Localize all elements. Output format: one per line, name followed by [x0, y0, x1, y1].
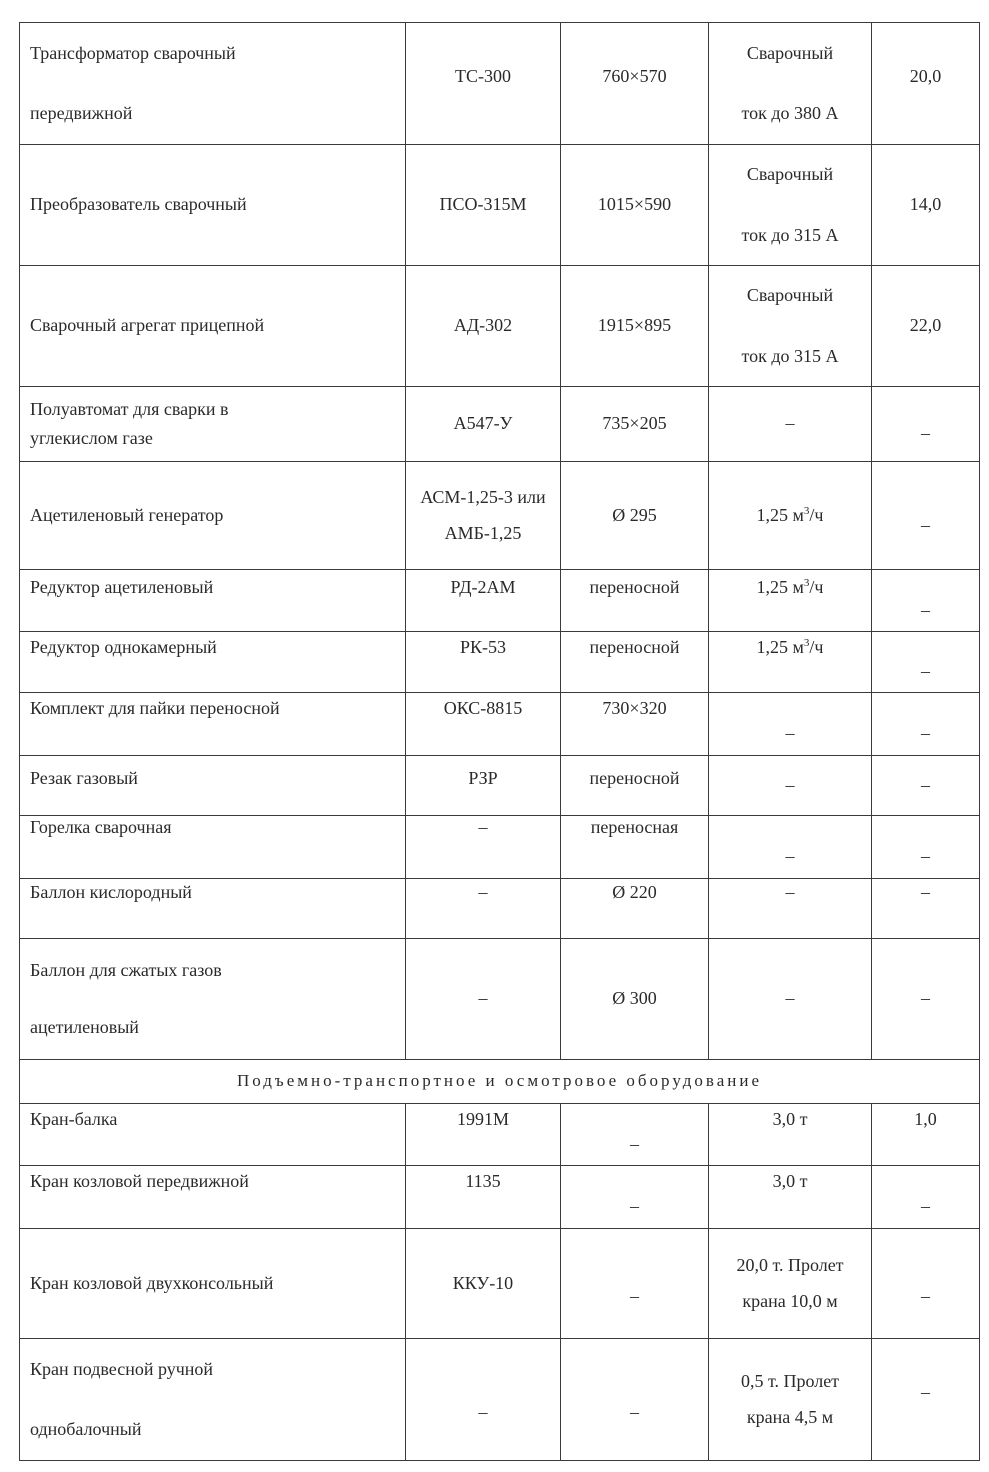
item-weight: –	[872, 1339, 980, 1461]
item-name: Кран козловой двухконсольный	[20, 1229, 406, 1339]
cubic-superscript: 3	[803, 577, 810, 589]
section-row	[20, 1060, 980, 1104]
item-name: Преобразователь сварочный	[20, 145, 406, 266]
item-model: –	[406, 816, 561, 879]
item-model: ОКС-8815	[406, 693, 561, 756]
item-spec: –	[709, 816, 872, 879]
item-spec: 1,25 $м^3/ч$	[709, 632, 872, 693]
item-spec: –	[709, 387, 872, 462]
item-name: Полуавтомат для сварки в углекислом газе	[20, 387, 406, 462]
item-spec: –	[709, 879, 872, 939]
item-size: –	[561, 1104, 709, 1166]
table-row	[20, 570, 980, 632]
item-name: Трансформатор сварочный передвижной	[20, 23, 406, 145]
item-size: 1015×590	[561, 145, 709, 266]
item-model: –	[406, 879, 561, 939]
item-model: –	[406, 939, 561, 1060]
item-size: 760×570	[561, 23, 709, 145]
item-weight: –	[872, 756, 980, 816]
item-spec: 3,0 т	[709, 1166, 872, 1229]
table-row	[20, 387, 980, 462]
item-name: Редуктор ацетиленовый	[20, 570, 406, 632]
item-weight: 1,0	[872, 1104, 980, 1166]
item-size: 730×320	[561, 693, 709, 756]
table-row	[20, 632, 980, 693]
item-spec: Сварочный ток до 315 А	[709, 145, 872, 266]
table-row	[20, 939, 980, 1060]
table-row	[20, 145, 980, 266]
item-model: РК-53	[406, 632, 561, 693]
item-name: Кран-балка	[20, 1104, 406, 1166]
table-row	[20, 816, 980, 879]
item-name: Комплект для пайки переносной	[20, 693, 406, 756]
table-row	[20, 1166, 980, 1229]
item-weight: –	[872, 570, 980, 632]
cubic-superscript: 3	[803, 637, 810, 649]
item-size: переносной	[561, 632, 709, 693]
item-size: –	[561, 1166, 709, 1229]
item-model: ТС-300	[406, 23, 561, 145]
equipment-table-sheet	[19, 22, 979, 1462]
item-model: ККУ-10	[406, 1229, 561, 1339]
item-model: АД-302	[406, 266, 561, 387]
item-weight: –	[872, 939, 980, 1060]
table-row	[20, 693, 980, 756]
item-weight: 20,0	[872, 23, 980, 145]
item-name: Резак газовый	[20, 756, 406, 816]
item-size: 735×205	[561, 387, 709, 462]
item-name: Кран подвесной ручной однобалочный	[20, 1339, 406, 1461]
section-title: Подъемно-транспортное и осмотровое оборудование	[20, 1060, 980, 1104]
item-spec: –	[709, 939, 872, 1060]
item-spec: 20,0 т. Пролет крана 10,0 м	[709, 1229, 872, 1339]
item-spec: –	[709, 693, 872, 756]
item-spec: –	[709, 756, 872, 816]
item-model: 1991М	[406, 1104, 561, 1166]
table-row	[20, 1104, 980, 1166]
item-spec: Сварочный ток до 380 А	[709, 23, 872, 145]
item-name: Сварочный агрегат прицепной	[20, 266, 406, 387]
item-model: 1135	[406, 1166, 561, 1229]
item-size: Ø 300	[561, 939, 709, 1060]
table-row	[20, 462, 980, 570]
item-size: Ø 295	[561, 462, 709, 570]
item-size: –	[561, 1229, 709, 1339]
table-row	[20, 1339, 980, 1461]
item-name: Горелка сварочная	[20, 816, 406, 879]
item-weight: –	[872, 462, 980, 570]
item-name: Ацетиленовый генератор	[20, 462, 406, 570]
item-weight: –	[872, 1166, 980, 1229]
item-spec: 1,25 $м^3/ч$	[709, 570, 872, 632]
item-weight: 22,0	[872, 266, 980, 387]
item-size: –	[561, 1339, 709, 1461]
item-spec: 1,25 $м^3/ч$	[709, 462, 872, 570]
table-row	[20, 1229, 980, 1339]
item-model: АСМ-1,25-3 или АМБ-1,25	[406, 462, 561, 570]
table-row	[20, 266, 980, 387]
item-size: переносная	[561, 816, 709, 879]
item-name: Баллон кислородный	[20, 879, 406, 939]
item-weight: –	[872, 879, 980, 939]
cubic-superscript: 3	[803, 504, 810, 517]
item-name: Кран козловой передвижной	[20, 1166, 406, 1229]
item-model: РД-2АМ	[406, 570, 561, 632]
item-model: А547-У	[406, 387, 561, 462]
item-weight: –	[872, 1229, 980, 1339]
item-spec: Сварочный ток до 315 А	[709, 266, 872, 387]
table-row	[20, 23, 980, 145]
item-size: переносной	[561, 756, 709, 816]
item-model: РЗР	[406, 756, 561, 816]
item-size: 1915×895	[561, 266, 709, 387]
table-row	[20, 756, 980, 816]
item-name: Баллон для сжатых газов ацетиленовый	[20, 939, 406, 1060]
item-model: ПСО-315М	[406, 145, 561, 266]
item-weight: –	[872, 387, 980, 462]
item-spec: 0,5 т. Пролет крана 4,5 м	[709, 1339, 872, 1461]
table-row	[20, 879, 980, 939]
item-spec: 3,0 т	[709, 1104, 872, 1166]
item-weight: 14,0	[872, 145, 980, 266]
item-size: переносной	[561, 570, 709, 632]
item-weight: –	[872, 693, 980, 756]
item-weight: –	[872, 632, 980, 693]
item-model: –	[406, 1339, 561, 1461]
equipment-table	[19, 22, 980, 1461]
item-size: Ø 220	[561, 879, 709, 939]
item-weight: –	[872, 816, 980, 879]
item-name: Редуктор однокамерный	[20, 632, 406, 693]
